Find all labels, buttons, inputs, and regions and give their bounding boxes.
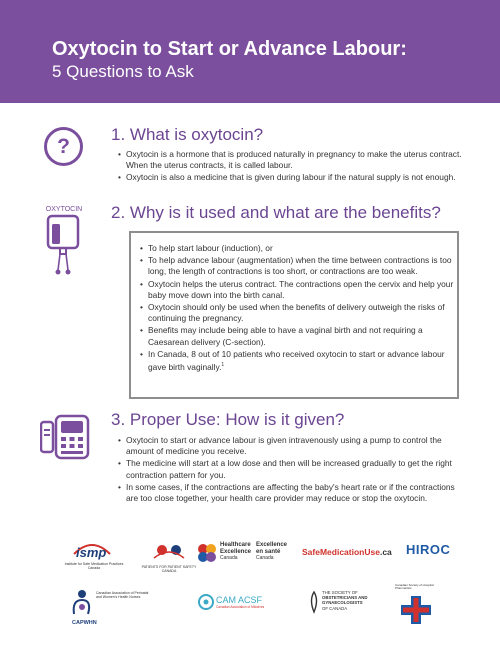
capwhn-caption: Canadian Association of Perinatal and Women's Health Nurses <box>96 591 149 599</box>
sogc-line-2: OBSTETRICIANS AND <box>322 595 368 601</box>
list-item: • To help start labour (induction), or <box>140 243 455 254</box>
cam-acsf-text: CAM ACSF <box>216 595 263 605</box>
sogc-logo <box>308 588 388 624</box>
pharmacists-caption: Canadian Society of Hospital Pharmacists <box>395 583 434 591</box>
list-item: • Oxytocin is also a medicine that is given during labour if the natural supply is not enough. <box>118 172 463 183</box>
list-item: • In some cases, if the contractions are affecting the baby's heart rate or if the contractions are too close together, your health care provider may reduce or stop the oxytocin. <box>118 482 463 504</box>
patients-safety-logo <box>140 540 198 580</box>
section-3-title: 3. Proper Use: How is it given? <box>111 410 345 429</box>
safemedicationuse-logo <box>302 547 397 561</box>
page-title: Oxytocin to Start or Advance Labour: <box>52 38 407 60</box>
list-item: • To help advance labour (augmentation) when the time between contractions is too long, the length of contractions is too short, or contractions are too weak. <box>140 255 455 277</box>
list-item: • Oxytocin is a hormone that is produced naturally in pregnancy to make the uterus contract. When the uterus contracts, it is called labour. <box>118 149 463 171</box>
list-item <box>140 349 455 373</box>
hiroc-text: HIROC <box>406 542 451 557</box>
hiroc-logo <box>406 542 456 564</box>
capwhn-label: CAPWHN <box>72 620 97 626</box>
patients-caption: PATIENTS FOR PATIENT SAFETY CANADA <box>141 565 197 573</box>
ismp-logo <box>60 540 128 580</box>
list-item: • The medicine will start at a low dose and then will be increased gradually to get the right contraction pattern for you. <box>118 458 463 480</box>
iv-bag-icon <box>38 206 90 278</box>
header-banner <box>0 0 500 103</box>
hec-fr-3: Canada <box>256 555 274 561</box>
safemed-suffix: .ca <box>379 547 392 557</box>
list-item: • Benefits may include being able to have a vaginal birth and not requiring a Caesarean delivery (C-section). <box>140 325 455 347</box>
capwhn-logo <box>70 588 150 632</box>
hec-logo <box>196 542 296 568</box>
list-item-text: In Canada, 8 out of 10 patients who received oxytocin to start or advance labour gave birth vaginally. <box>148 348 445 372</box>
hec-fr-1: Excellence <box>256 542 288 548</box>
pharmacists-logo <box>395 584 439 636</box>
hec-en-2: Excellence <box>220 548 252 555</box>
hec-en-1: Healthcare <box>220 542 251 548</box>
question-icon: ? <box>44 127 83 166</box>
cam-acsf-caption: Canadian Association of Midwives <box>216 605 265 609</box>
section-3-list <box>118 435 463 504</box>
sogc-line-3: GYNAECOLOGISTS <box>322 600 363 606</box>
section-2-title: 2. Why is it used and what are the benefits? <box>111 203 441 222</box>
list-item: • Oxytocin helps the uterus contract. The contractions open the cervix and help your baby move down into the birth canal. <box>140 279 455 301</box>
sogc-line-1: THE SOCIETY OF <box>322 590 358 595</box>
list-item: • Oxytocin to start or advance labour is given intravenously using a pump to control the amount of medicine you receive. <box>118 435 463 457</box>
partner-logos <box>0 536 500 647</box>
sogc-line-4: OF CANADA <box>322 605 348 611</box>
ismp-mark: ismp <box>76 545 107 560</box>
hec-en-3: Canada <box>220 555 238 561</box>
hec-fr-2: en santé <box>256 548 281 555</box>
infusion-pump-icon <box>40 412 90 460</box>
cam-acsf-logo <box>198 594 282 618</box>
list-item: • Oxytocin should only be used when the benefits of delivery outweigh the risks of continuing the pregnancy. <box>140 302 455 324</box>
section-1-title: 1. What is oxytocin? <box>111 125 264 144</box>
section-2-list <box>140 243 455 373</box>
iv-bag-label: OXYTOCIN <box>45 206 83 213</box>
page-subtitle: 5 Questions to Ask <box>52 62 194 81</box>
safemed-text: SafeMedicationUse <box>302 547 380 557</box>
footnote-mark: 1 <box>221 362 225 369</box>
section-1-list <box>118 149 463 184</box>
ismp-caption: Institute for Safe Medication Practices Canada <box>64 562 124 570</box>
